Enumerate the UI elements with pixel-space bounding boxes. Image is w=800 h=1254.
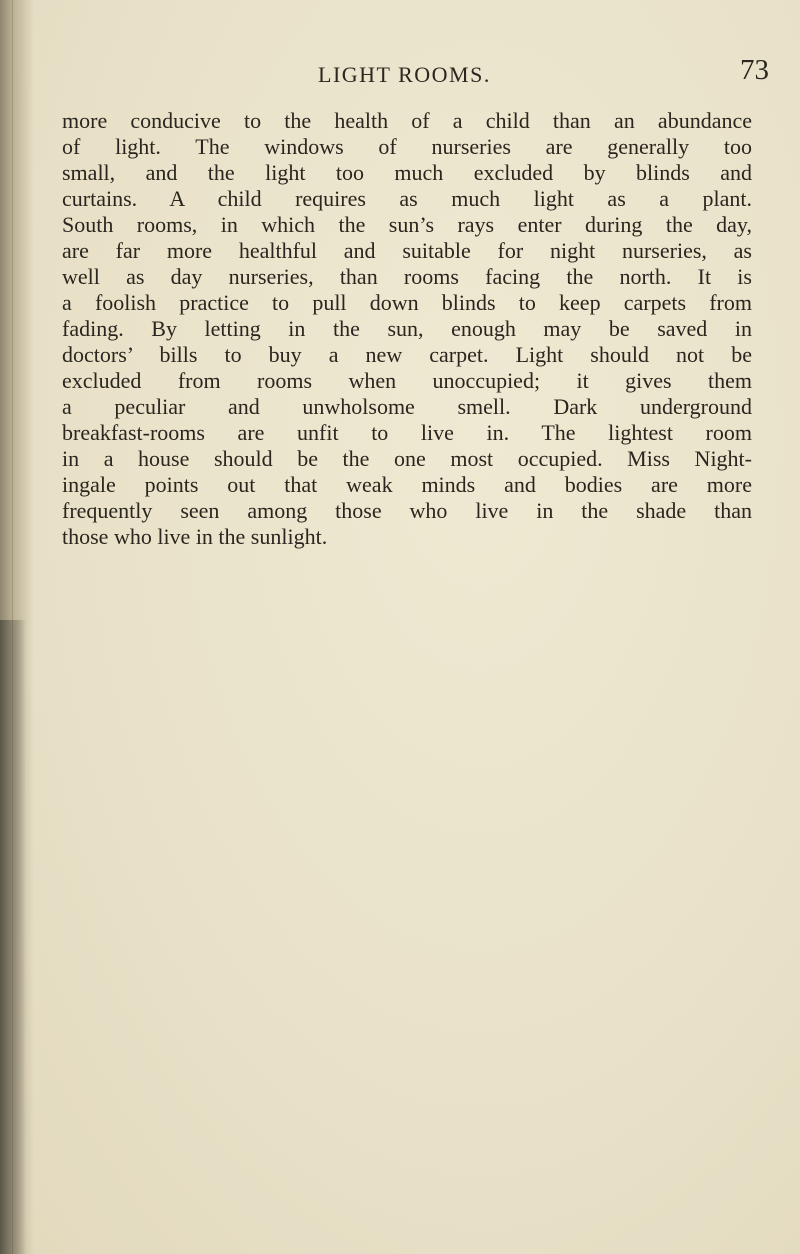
page-number: 73 xyxy=(740,54,769,86)
text-line: fading. By letting in the sun, enough may be saved in xyxy=(62,316,752,341)
text-line: a peculiar and unwholsome smell. Dark underground xyxy=(62,394,752,419)
text-line: of light. The windows of nurseries are generally too xyxy=(62,134,752,159)
spine-shadow-lower xyxy=(0,620,26,1254)
running-title: LIGHT ROOMS. xyxy=(318,62,491,87)
text-line: ingale points out that weak minds and bodies are more xyxy=(62,472,752,497)
text-line: frequently seen among those who live in the shade than xyxy=(62,498,752,523)
text-line: in a house should be the one most occupied. Miss Night- xyxy=(62,446,752,471)
text-line: small, and the light too much excluded by blinds and xyxy=(62,160,752,185)
body-paragraph xyxy=(62,108,752,550)
text-line: breakfast-rooms are unfit to live in. The lightest room xyxy=(62,420,752,445)
text-line: South rooms, in which the sun’s rays enter during the day, xyxy=(62,212,752,237)
page-fold-line xyxy=(12,0,13,1254)
text-line: curtains. A child requires as much light as a plant. xyxy=(62,186,752,211)
text-line: are far more healthful and suitable for night nurseries, as xyxy=(62,238,752,263)
text-line: well as day nurseries, than rooms facing the north. It is xyxy=(62,264,752,289)
running-head xyxy=(0,52,800,92)
text-line: doctors’ bills to buy a new carpet. Light should not be xyxy=(62,342,752,367)
text-line: more conducive to the health of a child than an abundance xyxy=(62,108,752,133)
text-line: excluded from rooms when unoccupied; it gives them xyxy=(62,368,752,393)
text-line: those who live in the sunlight. xyxy=(62,524,328,549)
text-line: a foolish practice to pull down blinds to keep carpets from xyxy=(62,290,752,315)
